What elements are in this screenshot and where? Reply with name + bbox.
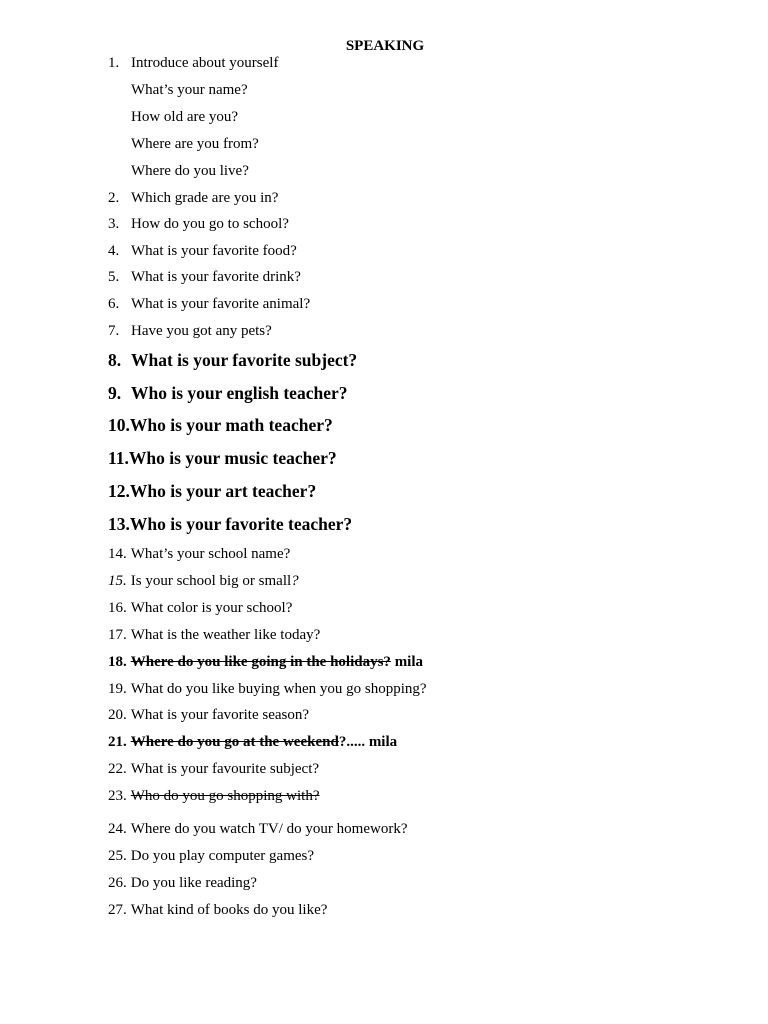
item-number: 11. bbox=[108, 448, 129, 468]
item-text: What is your favorite drink? bbox=[131, 269, 301, 285]
item-number: 23. bbox=[108, 788, 127, 804]
list-item bbox=[108, 734, 397, 751]
list-item bbox=[108, 481, 316, 502]
item-number: 9. bbox=[108, 383, 122, 403]
list-item bbox=[108, 415, 333, 436]
list-item bbox=[108, 448, 337, 469]
item-number: 24. bbox=[108, 821, 127, 837]
list-item bbox=[108, 55, 278, 72]
item-number: 26. bbox=[108, 875, 127, 891]
list-item bbox=[108, 707, 309, 724]
list-item bbox=[108, 654, 423, 671]
list-item bbox=[108, 243, 297, 260]
item-text: What color is your school? bbox=[130, 600, 293, 616]
item-number: 1. bbox=[108, 55, 120, 71]
item-number: 18. bbox=[108, 654, 127, 670]
item-number: 15. bbox=[108, 573, 127, 589]
sub-question: Where do you live? bbox=[131, 163, 249, 179]
item-number: 13. bbox=[108, 514, 130, 534]
item-text: What is the weather like today? bbox=[130, 627, 321, 643]
item-number: 25. bbox=[108, 848, 127, 864]
item-note: mila bbox=[390, 654, 424, 670]
item-text: Who is your english teacher? bbox=[131, 383, 348, 403]
item-text: Do you play computer games? bbox=[130, 848, 315, 864]
item-text: What is your favorite animal? bbox=[131, 296, 311, 312]
item-text: Who is your favorite teacher? bbox=[129, 514, 353, 534]
list-item bbox=[108, 600, 292, 617]
item-number: 21. bbox=[108, 734, 127, 750]
item-text: Is your school big or small bbox=[130, 573, 292, 589]
item-number: 14. bbox=[108, 546, 127, 562]
list-item bbox=[108, 848, 314, 865]
item-number: 12. bbox=[108, 481, 130, 501]
item-number: 16. bbox=[108, 600, 127, 616]
list-item bbox=[108, 514, 352, 535]
list-item bbox=[108, 821, 407, 838]
list-item bbox=[108, 296, 310, 313]
item-number: 8. bbox=[108, 350, 122, 370]
list-item bbox=[108, 323, 272, 340]
item-number: 17. bbox=[108, 627, 127, 643]
item-text: Who is your math teacher? bbox=[129, 415, 333, 435]
item-number: 22. bbox=[108, 761, 127, 777]
item-number: 19. bbox=[108, 681, 127, 697]
sub-question: What’s your name? bbox=[131, 82, 248, 98]
list-item bbox=[108, 902, 327, 919]
list-item bbox=[108, 216, 289, 233]
item-text: Do you like reading? bbox=[130, 875, 257, 891]
sub-question: How old are you? bbox=[131, 109, 239, 125]
item-number: 3. bbox=[108, 216, 120, 232]
item-text: Where do you watch TV/ do your homework? bbox=[130, 821, 408, 837]
page-title: SPEAKING bbox=[345, 38, 425, 54]
item-number: 27. bbox=[108, 902, 127, 918]
list-item bbox=[108, 546, 290, 563]
list-item bbox=[108, 875, 257, 892]
item-number: 4. bbox=[108, 243, 120, 259]
item-text: Which grade are you in? bbox=[131, 190, 279, 206]
item-text: What is your favorite season? bbox=[130, 707, 310, 723]
item-number: 5. bbox=[108, 269, 120, 285]
list-item bbox=[108, 190, 278, 207]
item-text: What is your favorite food? bbox=[131, 243, 297, 259]
item-text: Who is your music teacher? bbox=[128, 448, 337, 468]
item-text: What is your favourite subject? bbox=[130, 761, 320, 777]
item-text: What do you like buying when you go shopping? bbox=[130, 681, 427, 697]
item-text: Where do you go at the weekend bbox=[130, 734, 339, 750]
item-text: What kind of books do you like? bbox=[130, 902, 328, 918]
list-item bbox=[108, 761, 319, 778]
item-note: ?..... mila bbox=[338, 734, 398, 750]
sub-question: Where are you from? bbox=[131, 136, 259, 152]
list-item bbox=[108, 573, 299, 590]
list-item bbox=[108, 681, 427, 698]
item-text: What is your favorite subject? bbox=[131, 350, 358, 370]
list-item bbox=[108, 269, 301, 286]
item-number: 7. bbox=[108, 323, 120, 339]
item-number: 20. bbox=[108, 707, 127, 723]
item-number: 2. bbox=[108, 190, 120, 206]
item-number: 10. bbox=[108, 415, 130, 435]
list-item bbox=[108, 383, 348, 404]
item-text: Where do you like going in the holidays? bbox=[130, 654, 391, 670]
item-text: Introduce about yourself bbox=[131, 55, 279, 71]
item-text: What’s your school name? bbox=[130, 546, 291, 562]
item-number: 6. bbox=[108, 296, 120, 312]
item-text-end: ? bbox=[291, 573, 299, 589]
list-item bbox=[108, 627, 320, 644]
item-text: How do you go to school? bbox=[131, 216, 289, 232]
list-item bbox=[108, 350, 357, 371]
item-text: Who is your art teacher? bbox=[129, 481, 317, 501]
list-item bbox=[108, 788, 320, 805]
item-text: Who do you go shopping with? bbox=[130, 788, 320, 804]
item-text: Have you got any pets? bbox=[131, 323, 272, 339]
